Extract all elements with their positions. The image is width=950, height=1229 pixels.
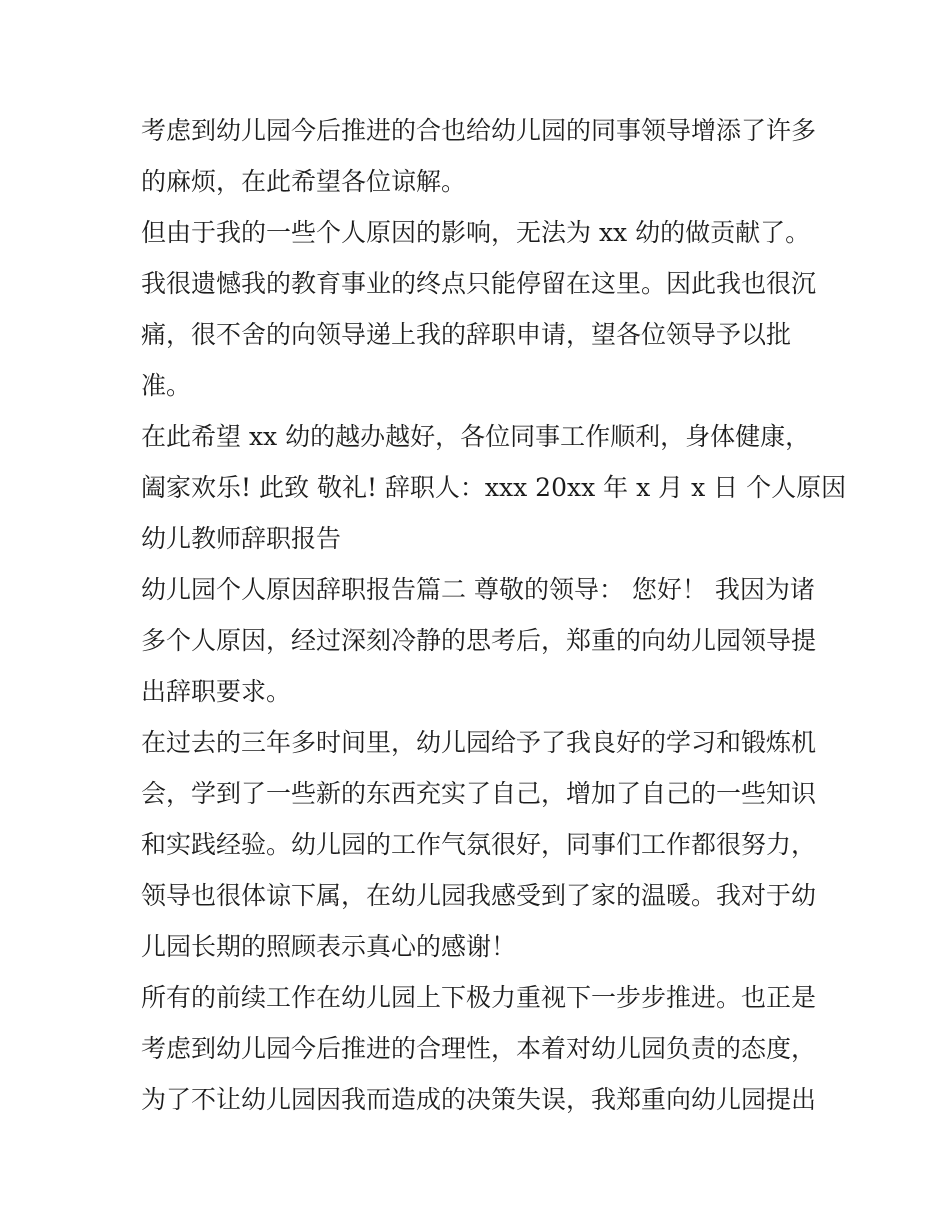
text-line: 为了不让幼儿园因我而造成的决策失误，我郑重向幼儿园提出 [141,1085,817,1114]
text-line: 考虑到幼儿园今后推进的合理性，本着对幼儿园负责的态度， [141,1034,817,1063]
text-line: 幼儿园个人原因辞职报告篇二 尊敬的领导： 您好！ 我因为诸 [141,575,815,604]
text-line: 幼儿教师辞职报告 [141,524,342,553]
text-line: 准。 [141,371,192,400]
text-line: 在过去的三年多时间里，幼儿园给予了我良好的学习和锻炼机 [141,728,817,757]
text-line: 所有的前续工作在幼儿园上下极力重视下一步步推进。也正是 [141,983,817,1012]
text-line: 我很遗憾我的教育事业的终点只能停留在这里。因此我也很沉 [141,269,817,298]
text-line: 考虑到幼儿园今后推进的合也给幼儿园的同事领导增添了许多 [141,116,817,145]
text-line: 的麻烦，在此希望各位谅解。 [141,167,467,196]
text-line: 多个人原因，经过深刻冷静的思考后，郑重的向幼儿园领导提 [141,626,817,655]
text-line: 在此希望 xx 幼的越办越好，各位同事工作顺利，身体健康， [141,422,811,451]
text-line: 领导也很体谅下属，在幼儿园我感受到了家的温暖。我对于幼 [141,881,817,910]
text-line: 儿园长期的照顾表示真心的感谢！ [141,932,517,961]
text-line: 但由于我的一些个人原因的影响，无法为 xx 幼的做贡献了。 [141,218,811,247]
text-line: 痛，很不舍的向领导递上我的辞职申请，望各位领导予以批 [141,320,792,349]
text-line: 会，学到了一些新的东西充实了自己，增加了自己的一些知识 [141,779,817,808]
text-line: 阖家欢乐! 此致 敬礼! 辞职人：xxx 20xx 年 x 月 x 日 个人原因 [141,473,847,502]
text-line: 和实践经验。幼儿园的工作气氛很好，同事们工作都很努力， [141,830,817,859]
document-body [141,105,847,1125]
text-line: 出辞职要求。 [141,677,292,706]
